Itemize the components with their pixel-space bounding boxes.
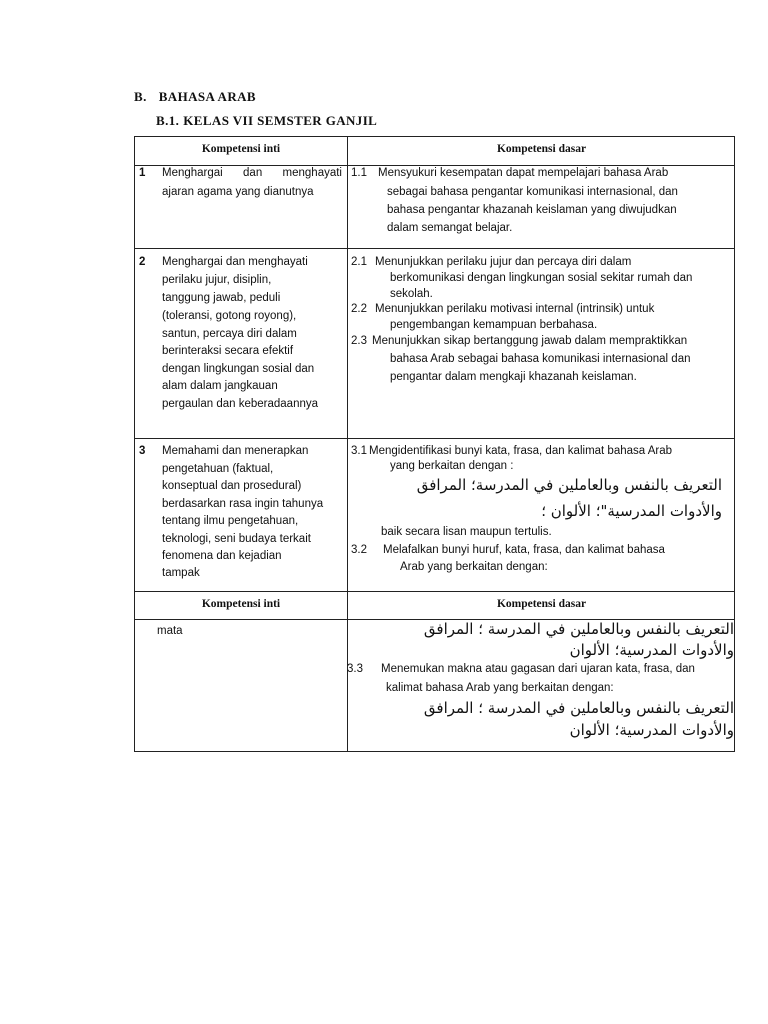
row-3-ki-line: berdasarkan rasa ingin tahunya bbox=[162, 498, 324, 510]
row-1-ki-line-1: Menghargai dan menghayati bbox=[162, 167, 342, 179]
kd-3-3-line-1: Menemukan makna atau gagasan dari ujaran kata, frasa, dan bbox=[381, 663, 695, 675]
header-kompetensi-inti-repeat: Kompetensi inti bbox=[134, 591, 347, 619]
section-letter: B. bbox=[134, 89, 147, 104]
kd-1-1-line-2: sebagai bahasa pengantar komunikasi internasional, dan bbox=[387, 186, 678, 198]
kd-1-1-code: 1.1 bbox=[351, 167, 367, 179]
kd-2-3-line-3: pengantar dalam mengkaji khazanah keislaman. bbox=[390, 371, 637, 383]
kd-2-1-line-2: berkomunikasi dengan lingkungan sosial sekitar rumah dan bbox=[390, 272, 693, 284]
row-1-ki-line-2: ajaran agama yang dianutnya bbox=[162, 186, 314, 198]
kd-2-3-line-1: Menunjukkan sikap bertanggung jawab dalam mempraktikkan bbox=[372, 335, 688, 347]
row-2-ki-line: berinteraksi secara efektif bbox=[162, 345, 294, 357]
kd-3-1-line-2: yang berkaitan dengan : bbox=[390, 460, 514, 472]
kd-3-1-after: baik secara lisan maupun tertulis. bbox=[381, 526, 552, 538]
kd-3-3-arabic-line-1: التعريف بالنفس وبالعاملين في المدرسة ؛ المرافق bbox=[423, 699, 734, 717]
row-3-ki-line: fenomena dan kejadian bbox=[162, 550, 282, 562]
kd-2-2-code: 2.2 bbox=[351, 303, 367, 315]
kd-2-3-line-2: bahasa Arab sebagai bahasa komunikasi internasional dan bbox=[390, 353, 691, 365]
row-2-ki-line: dengan lingkungan sosial dan bbox=[162, 363, 315, 375]
kd-3-1-arabic-line-1: التعريف بالنفس وبالعاملين في المدرسة؛ المرافق bbox=[416, 476, 722, 494]
header-kompetensi-dasar: Kompetensi dasar bbox=[347, 136, 735, 165]
kd-2-1-line-1: Menunjukkan perilaku jujur dan percaya diri dalam bbox=[375, 256, 632, 268]
kd-3-1-code: 3.1 bbox=[351, 445, 367, 457]
row-3-ki-line: Memahami dan menerapkan bbox=[162, 445, 309, 457]
kd-2-1-line-3: sekolah. bbox=[390, 288, 433, 300]
section-title: BAHASA ARAB bbox=[158, 89, 256, 104]
kd-3-2-line-2: Arab yang berkaitan dengan: bbox=[400, 561, 548, 573]
row-2-ki-line: (toleransi, gotong royong), bbox=[162, 310, 297, 322]
row-2-number: 2 bbox=[139, 256, 146, 268]
kd-3-1-arabic-line-2: والأدوات المدرسية"؛ الألوان ؛ bbox=[541, 502, 722, 520]
subsection-title: KELAS VII SEMSTER GANJIL bbox=[183, 113, 378, 128]
row-2-ki-line: alam dalam jangkauan bbox=[162, 380, 278, 392]
row-2-ki-line: tanggung jawab, peduli bbox=[162, 292, 281, 304]
row-1-number: 1 bbox=[139, 167, 146, 179]
kd-1-1-line-1: Mensyukuri kesempatan dapat mempelajari bahasa Arab bbox=[378, 167, 669, 179]
subsection-heading bbox=[156, 113, 377, 129]
kd-3-1-line-1: Mengidentifikasi bunyi kata, frasa, dan kalimat bahasa Arab bbox=[369, 445, 673, 457]
row-3-ki-line: konseptual dan prosedural) bbox=[162, 480, 302, 492]
row-4-ki-text: mata bbox=[157, 625, 183, 637]
kd-2-2-line-2: pengembangan kemampuan berbahasa. bbox=[390, 319, 598, 331]
row-2-ki-line: Menghargai dan menghayati bbox=[162, 256, 308, 268]
subsection-number: B.1. bbox=[156, 113, 180, 128]
row-3-ki-line: teknologi, seni budaya terkait bbox=[162, 533, 311, 545]
header-kompetensi-inti: Kompetensi inti bbox=[134, 136, 347, 165]
row-2-ki-line: pergaulan dan keberadaannya bbox=[162, 398, 319, 410]
kd-3-3-line-2: kalimat bahasa Arab yang berkaitan dengan: bbox=[386, 682, 614, 694]
kd-1-1-line-3: bahasa pengantar khazanah keislaman yang diwujudkan bbox=[387, 204, 677, 216]
row-2-ki-line: santun, percaya diri dalam bbox=[162, 328, 297, 340]
kd-1-1-line-4: dalam semangat belajar. bbox=[387, 222, 513, 234]
kd-3-2-arabic-line-2: والأدوات المدرسية؛ الألوان bbox=[569, 641, 734, 659]
kd-2-1-code: 2.1 bbox=[351, 256, 367, 268]
kd-3-3-arabic-line-2: والأدوات المدرسية؛ الألوان bbox=[569, 721, 734, 739]
section-heading bbox=[134, 89, 256, 105]
table-right-border bbox=[734, 136, 735, 752]
kd-3-2-line-1: Melafalkan bunyi huruf, kata, frasa, dan kalimat bahasa bbox=[383, 544, 665, 556]
header-kompetensi-dasar-repeat: Kompetensi dasar bbox=[347, 591, 735, 619]
row-2-ki-line: perilaku jujur, disiplin, bbox=[162, 274, 272, 286]
row-3-ki-line: tentang ilmu pengetahuan, bbox=[162, 515, 299, 527]
kd-3-2-code: 3.2 bbox=[351, 544, 367, 556]
kd-2-2-line-1: Menunjukkan perilaku motivasi internal (intrinsik) untuk bbox=[375, 303, 655, 315]
table-bottom-border bbox=[134, 751, 735, 752]
kd-3-3-code: 3.3 bbox=[347, 663, 363, 675]
row-3-number: 3 bbox=[139, 445, 146, 457]
row-3-ki-line: tampak bbox=[162, 567, 200, 579]
kd-2-3-code: 2.3 bbox=[351, 335, 367, 347]
row-3-ki-line: pengetahuan (faktual, bbox=[162, 463, 274, 475]
kd-3-2-arabic-line-1: التعريف بالنفس وبالعاملين في المدرسة ؛ المرافق bbox=[423, 620, 734, 638]
